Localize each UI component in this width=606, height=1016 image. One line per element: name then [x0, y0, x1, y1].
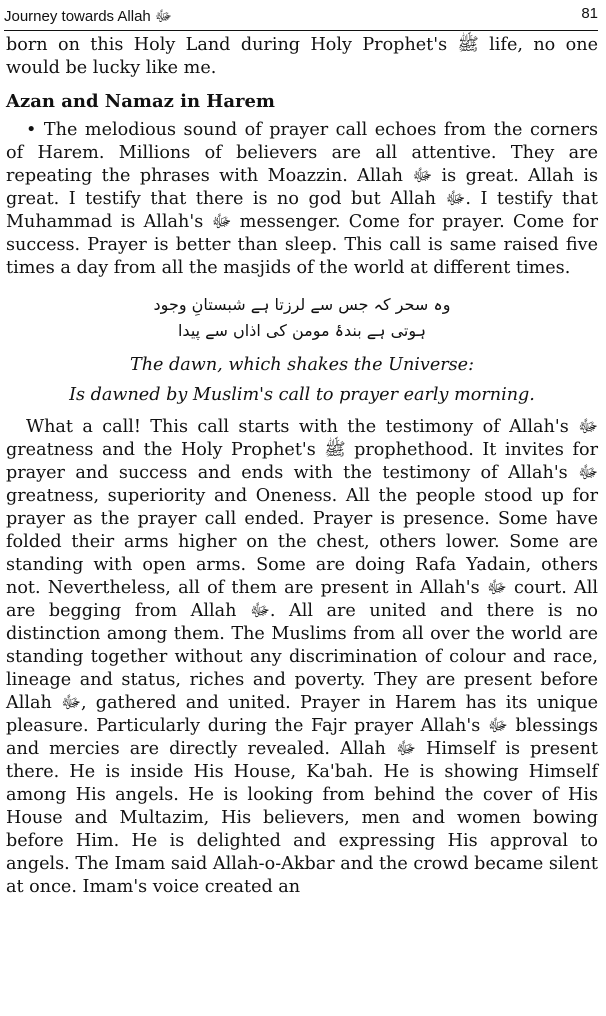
- page-number: 81: [581, 5, 598, 22]
- urdu-verse: [6, 292, 598, 344]
- page-header: [4, 4, 598, 31]
- urdu-verse-line-2: ہوتی ہے بندۂ مومن کی اذاں سے پیدا: [177, 321, 427, 340]
- azan-paragraph: • The melodious sound of prayer call echoes from the corners of Harem. Millions of believers are all attentive. They are repeating the phrases with Moazzin. Allah ﷻ is great. Allah is great. I testify that there is no god but Allah ﷻ. I testify that Muhammad is Allah's ﷻ messenger. Come for prayer. Come for success. Prayer is better than sleep. This call is same raised five times a day from all the masjids of the world at different times.: [6, 120, 598, 278]
- page-body: [6, 34, 598, 899]
- section-heading: Azan and Namaz in Harem: [6, 91, 275, 112]
- couplet-line-1: The dawn, which shakes the Universe:: [129, 355, 475, 375]
- running-title: Journey towards Allah ﷻ: [4, 8, 172, 25]
- urdu-verse-line-1: وہ سحر کہ جس سے لرزتا ہے شبستانِ وجود: [153, 295, 451, 314]
- prayer-paragraph: What a call! This call starts with the testimony of Allah's ﷻ greatness and the Holy Prophet's ﷺ prophethood. It invites for prayer and success and ends with the testimony of Allah's ﷻ greatness, superiority and Oneness. All the people stood up for prayer as the prayer call ended. Prayer is presence. Some have folded their arms higher on the chest, others lower. Some are standing with open arms. Some are doing Rafa Yadain, others not. Nevertheless, all of them are present in Allah's ﷻ court. All are begging from Allah ﷻ. All are united and there is no distinction among them. The Muslims from all over the world are standing together without any discrimination of colour and race, lineage and status, riches and poverty. They are present before Allah ﷻ, gathered and united. Prayer in Harem has its unique pleasure. Particularly during the Fajr prayer Allah's ﷻ blessings and mercies are directly revealed. Allah ﷻ Himself is present there. He is inside His House, Ka'bah. He is showing Himself among His angels. He is looking from behind the cover of His House and Multazim, His believers, men and women bowing before Him. He is delighted and expressing His approval to angels. The Imam said Allah-o-Akbar and the crowd became silent at once. Imam's voice created an: [6, 417, 599, 897]
- translated-couplet: [6, 350, 598, 410]
- intro-paragraph: born on this Holy Land during Holy Prophet's ﷺ life, no one would be lucky like me.: [6, 35, 598, 78]
- couplet-line-2: Is dawned by Muslim's call to prayer early morning.: [69, 385, 535, 405]
